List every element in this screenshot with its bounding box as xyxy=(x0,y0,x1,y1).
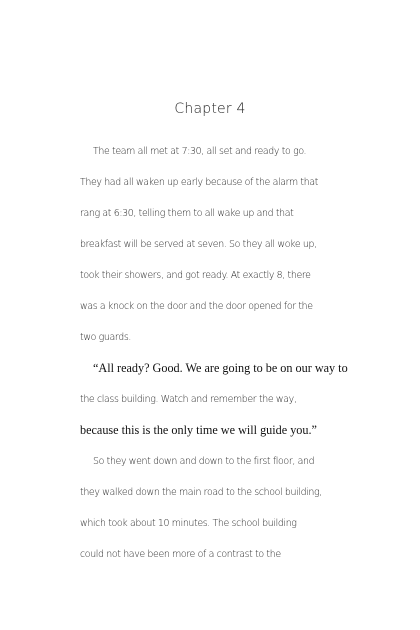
text-line: they walked down the main road to the school building, xyxy=(80,487,322,498)
dialogue-line: because this is the only time we will guide you.” xyxy=(80,423,317,437)
text-line: So they went down and down to the first floor, and xyxy=(93,456,315,467)
chapter-title: Chapter 4 xyxy=(174,101,246,117)
text-line: the class building. Watch and remember the way, xyxy=(80,394,297,405)
dialogue-line: “All ready? Good. We are going to be on our way to xyxy=(93,361,348,375)
text-line: could not have been more of a contrast to the xyxy=(80,549,281,560)
text-line: rang at 6:30, telling them to all wake up and that xyxy=(80,208,294,219)
text-line: which took about 10 minutes. The school building xyxy=(80,518,297,529)
text-line: They had all waken up early because of the alarm that xyxy=(80,177,319,188)
text-line: breakfast will be served at seven. So they all woke up, xyxy=(80,239,317,250)
chapter-body xyxy=(80,136,380,570)
text-line: took their showers, and got ready. At exactly 8, there xyxy=(80,270,311,281)
text-line: The team all met at 7:30, all set and ready to go. xyxy=(93,146,307,157)
text-line: was a knock on the door and the door opened for the xyxy=(80,301,313,312)
text-line: two guards. xyxy=(80,332,132,343)
